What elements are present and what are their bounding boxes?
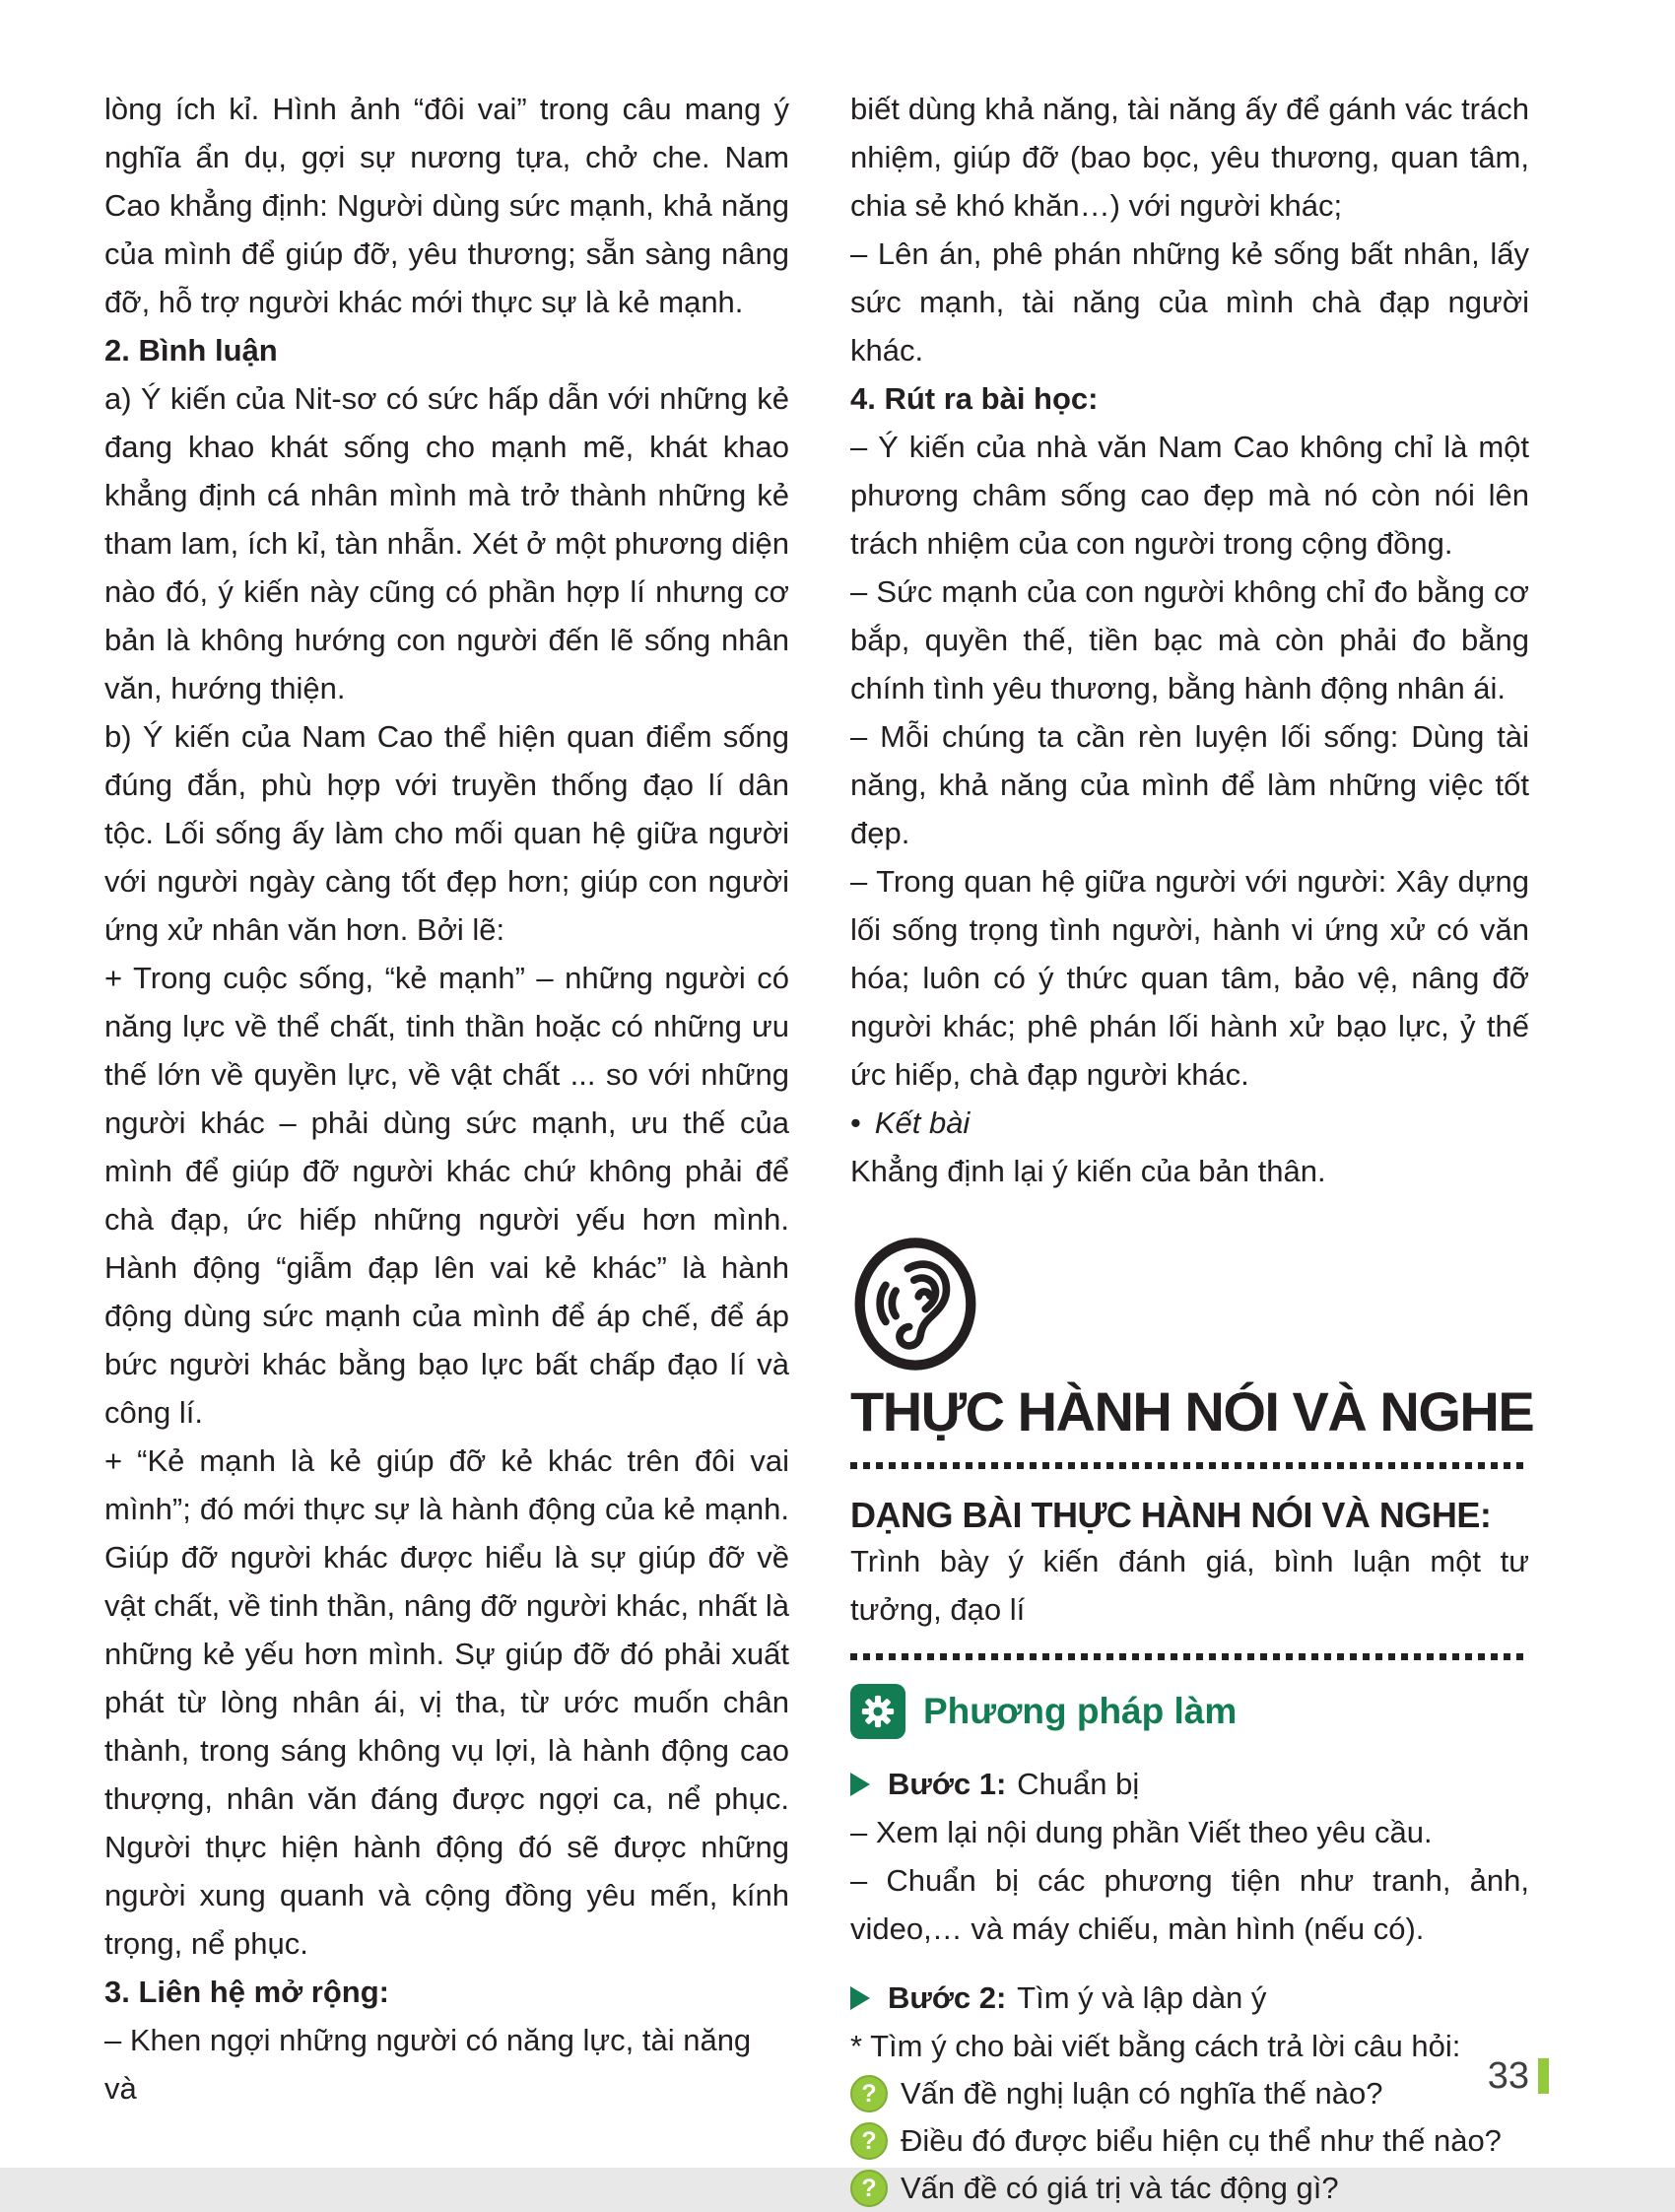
paragraph: – Trong quan hệ giữa người với người: Xây dựng lối sống trọng tình người, hành vi ứng xử có văn hóa; luôn có ý thức quan tâm, bảo vệ, nâng đỡ người khác; phê phán lối hành xử bạo lực, ỷ thế ức hiếp, chà đạp người khác.	[850, 864, 1529, 1092]
triangle-bullet-icon	[850, 1773, 870, 1796]
question-bullet-icon: ?	[850, 2170, 888, 2207]
step-2	[850, 1974, 1529, 2022]
step-1	[850, 1760, 1529, 1808]
question-line	[850, 2070, 1529, 2117]
right-column	[850, 85, 1534, 2212]
section-heading-rut-ra-bai-hoc: 4. Rút ra bài học:	[850, 381, 1099, 416]
page-accent-bar	[1538, 2058, 1549, 2094]
step-label: Bước 2:	[888, 1980, 1007, 2015]
bullet-dot: •	[850, 1106, 861, 1140]
paragraph: b) Ý kiến của Nam Cao thể hiện quan điểm sống đúng đắn, phù hợp với truyền thống đạo lí dân tộc. Lối sống ấy làm cho mối quan hệ giữa người với người ngày càng tốt đẹp hơn; giúp con người ứng xử nhân văn hơn. Bởi lẽ:	[104, 719, 789, 947]
step-label: Bước 1:	[888, 1767, 1007, 1801]
question-line	[850, 2117, 1529, 2165]
step-text	[888, 1760, 1139, 1808]
step-title: Tìm ý và lập dàn ý	[1017, 1980, 1267, 2015]
question-text: Vấn đề nghị luận có nghĩa thế nào?	[901, 2076, 1383, 2111]
practice-type-description: Trình bày ý kiến đánh giá, bình luận một tư tưởng, đạo lí	[850, 1544, 1529, 1627]
dotted-divider	[850, 1653, 1529, 1660]
triangle-bullet-icon	[850, 1986, 870, 2010]
dotted-divider	[850, 1462, 1529, 1469]
paragraph: – Khen ngợi những người có năng lực, tài năng và	[104, 2023, 752, 2106]
section-heading-lien-he-mo-rong: 3. Liên hệ mở rộng:	[104, 1975, 390, 2009]
step-text	[888, 1974, 1266, 2022]
step-title: Chuẩn bị	[1017, 1767, 1140, 1801]
step-item: – Chuẩn bị các phương tiện như tranh, ảnh, video,… và máy chiếu, màn hình (nếu có).	[850, 1863, 1529, 1946]
paragraph: – Lên án, phê phán những kẻ sống bất nhân, lấy sức mạnh, tài năng của mình chà đạp người khác.	[850, 236, 1529, 368]
left-column	[104, 85, 789, 2212]
paragraph: lòng ích kỉ. Hình ảnh “đôi vai” trong câu mang ý nghĩa ẩn dụ, gợi sự nương tựa, chở che. Nam Cao khẳng định: Người dùng sức mạnh, khả năng của mình để giúp đỡ, yêu thương; sẵn sàng nâng đỡ, hỗ trợ người khác mới thực sự là kẻ mạnh.	[104, 92, 789, 319]
paragraph: – Mỗi chúng ta cần rèn luyện lối sống: Dùng tài năng, khả năng của mình để làm những việc tốt đẹp.	[850, 719, 1529, 850]
conclusion-label-line	[850, 1099, 1529, 1147]
section-heading-binh-luan: 2. Bình luận	[104, 333, 278, 368]
paragraph: Khẳng định lại ý kiến của bản thân.	[850, 1154, 1326, 1188]
conclusion-label: Kết bài	[874, 1106, 971, 1140]
question-text: Vấn đề có giá trị và tác động gì?	[901, 2171, 1339, 2205]
question-text: Điều đó được biểu hiện cụ thể như thế nào?	[901, 2123, 1502, 2158]
page-number-value: 33	[1487, 2055, 1529, 2097]
paragraph: + Trong cuộc sống, “kẻ mạnh” – những người có năng lực về thể chất, tinh thần hoặc có những ưu thế lớn về quyền lực, về vật chất ... so với những người khác – phải dùng sức mạnh, ưu thế của mình để giúp đỡ người khác chứ không phải để chà đạp, ức hiếp những người yếu hơn mình. Hành động “giẫm đạp lên vai kẻ khác” là hành động dùng sức mạnh của mình để áp chế, để áp bức người khác bằng bạo lực bất chấp đạo lí và công lí.	[104, 961, 789, 1430]
method-header	[850, 1684, 1529, 1739]
question-bullet-icon: ?	[850, 2075, 888, 2112]
page-number	[1488, 2055, 1549, 2097]
paragraph: a) Ý kiến của Nit-sơ có sức hấp dẫn với những kẻ đang khao khát sống cho mạnh mẽ, khát khao khẳng định cá nhân mình mà trở thành những kẻ tham lam, ích kỉ, tàn nhẫn. Xét ở một phương diện nào đó, ý kiến này cũng có phần hợp lí nhưng cơ bản là không hướng con người đến lẽ sống nhân văn, hướng thiện.	[104, 381, 789, 705]
gear-icon	[850, 1684, 905, 1739]
practice-type-heading: DẠNG BÀI THỰC HÀNH NÓI VÀ NGHE:	[850, 1495, 1492, 1535]
method-title: Phương pháp làm	[923, 1691, 1238, 1731]
question-bullet-icon: ?	[850, 2122, 888, 2160]
speaking-section-title: THỰC HÀNH NÓI VÀ NGHE	[850, 1380, 1534, 1442]
paragraph: biết dùng khả năng, tài năng ấy để gánh vác trách nhiệm, giúp đỡ (bao bọc, yêu thương, quan tâm, chia sẻ khó khăn…) với người khác;	[850, 92, 1529, 223]
question-line	[850, 2165, 1529, 2212]
paragraph: – Ý kiến của nhà văn Nam Cao không chỉ là một phương châm sống cao đẹp mà nó còn nói lên trách nhiệm của con người trong cộng đồng.	[850, 430, 1529, 561]
step-item: – Xem lại nội dung phần Viết theo yêu cầu.	[850, 1815, 1433, 1849]
listening-ear-icon	[852, 1235, 978, 1374]
find-ideas-note: * Tìm ý cho bài viết bằng cách trả lời câu hỏi:	[850, 2029, 1461, 2063]
paragraph: – Sức mạnh của con người không chỉ đo bằng cơ bắp, quyền thế, tiền bạc mà còn phải đo bằng chính tình yêu thương, bằng hành động nhân ái.	[850, 574, 1529, 705]
paragraph: + “Kẻ mạnh là kẻ giúp đỡ kẻ khác trên đôi vai mình”; đó mới thực sự là hành động của kẻ mạnh. Giúp đỡ người khác được hiểu là sự giúp đỡ về vật chất, về tinh thần, nâng đỡ người khác, nhất là những kẻ yếu hơn mình. Sự giúp đỡ đó phải xuất phát từ lòng nhân ái, vị tha, từ ước muốn chân thành, trong sáng không vụ lợi, là hành động cao thượng, nhân văn đáng được ngợi ca, nể phục. Người thực hiện hành động đó sẽ được những người xung quanh và cộng đồng yêu mến, kính trọng, nể phục.	[104, 1443, 789, 1961]
